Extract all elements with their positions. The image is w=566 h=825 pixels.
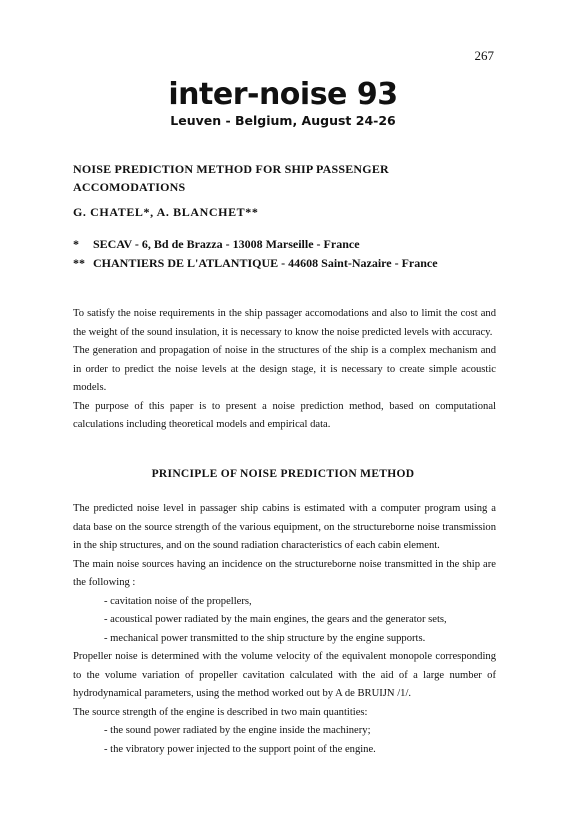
list-item: - acoustical power radiated by the main engines, the gears and the generator sets, [104, 614, 447, 625]
affiliation-1-mark: * [73, 237, 79, 251]
list-item: - the sound power radiated by the engine inside the machinery; [104, 725, 371, 736]
introduction [73, 305, 496, 435]
authors: G. CHATEL*, A. BLANCHET** [73, 205, 259, 219]
affiliation-1-text: SECAV - 6, Bd de Brazza - 13008 Marseille - France [93, 237, 360, 251]
list-item: - cavitation noise of the propellers, [104, 595, 252, 607]
intro-paragraph: The generation and propagation of noise in the structures of the ship is a complex mechanism and in order to predict the noise levels at the design stage, it is necessary to create simple acoustic models. [73, 345, 496, 393]
conference-subtitle: Leuven - Belgium, August 24-26 [170, 113, 396, 128]
page-number: 267 [474, 48, 494, 63]
intro-paragraph: The purpose of this paper is to present a noise prediction method, based on computational calculations including theoretical models and empirical data. [73, 400, 496, 430]
principle-section [73, 500, 496, 759]
paper-title-line-1: NOISE PREDICTION METHOD FOR SHIP PASSENGER [73, 162, 389, 176]
body-paragraph: The source strength of the engine is described in two main quantities: [73, 706, 368, 718]
body-paragraph: Propeller noise is determined with the volume velocity of the equivalent monopole corresponding to the volume variation of propeller cavitation calculated with the aid of a large number of hydrodynamical parameters, using the method worked out by A de BRUIJN /1/. [73, 651, 496, 699]
paper-title [73, 160, 389, 196]
section-heading: PRINCIPLE OF NOISE PREDICTION METHOD [151, 468, 415, 480]
affiliation-2-text: CHANTIERS DE L'ATLANTIQUE - 44608 Saint-Nazaire - France [93, 256, 438, 270]
conference-title: inter-noise 93 [168, 77, 398, 112]
paper-title-line-2: ACCOMODATIONS [73, 180, 186, 194]
list-item: - the vibratory power injected to the support point of the engine. [104, 743, 376, 755]
list-item: - mechanical power transmitted to the ship structure by the engine supports. [104, 632, 426, 644]
body-paragraph: The main noise sources having an incidence on the structureborne noise transmitted in the ship are the following : [73, 558, 496, 588]
affiliation-2-mark: ** [73, 256, 85, 270]
intro-paragraph: To satisfy the noise requirements in the ship passager accomodations and also to limit the cost and the weight of the sound insulation, it is necessary to know the noise predicted levels with accuracy. [73, 308, 496, 338]
affiliation-1 [73, 237, 360, 252]
body-paragraph: The predicted noise level in passager ship cabins is estimated with a computer program using a data base on the source strength of the various equipment, on the structureborne noise transmission in the ship structures, and on the sound radiation characteristics of each cabin element. [73, 503, 496, 551]
affiliation-2 [73, 256, 438, 271]
